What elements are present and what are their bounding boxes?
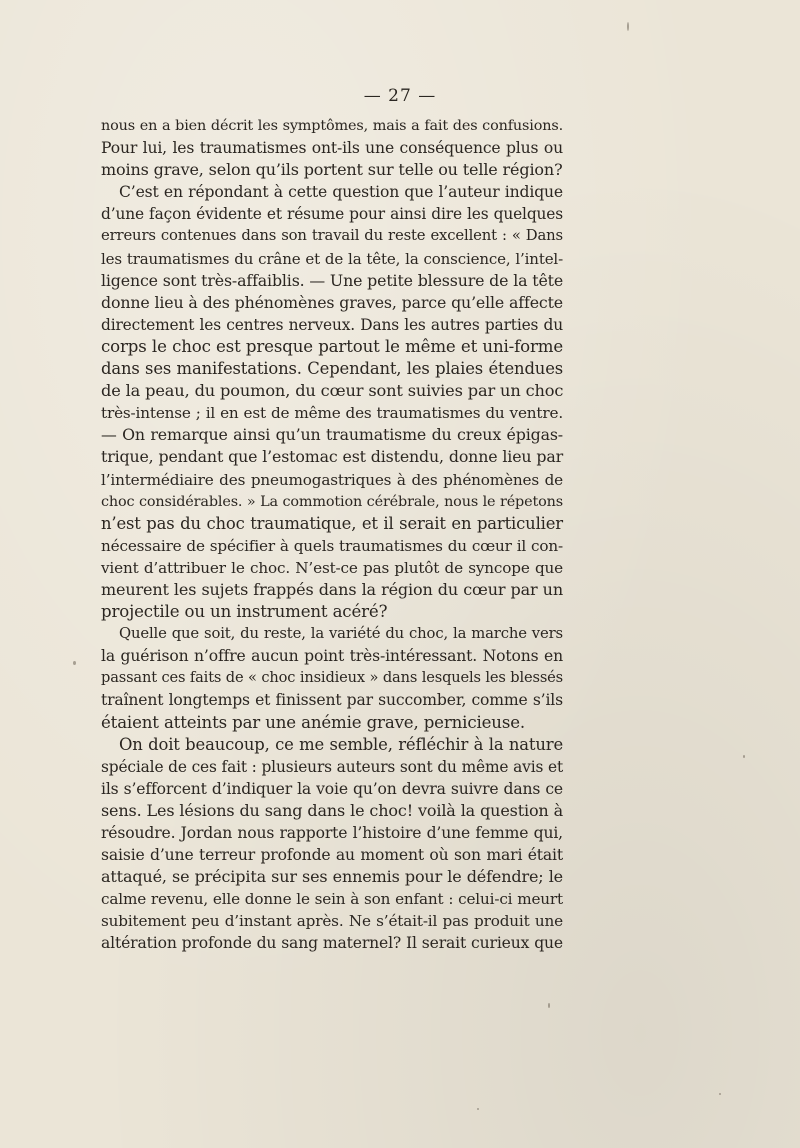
text-line: étaient atteints par une anémie grave, pernicieuse. [101,712,525,732]
paper-speck [743,755,745,758]
text-line: nous en a bien décrit les symptômes, mais a fait des confusions. [101,118,563,134]
text-line: projectile ou un instrument acéré? [101,602,388,622]
text-line: vient d’attribuer le choc. N’est-ce pas plutôt de syncope que [101,558,563,577]
text-line: moins grave, selon qu’ils portent sur telle ou telle région? [101,160,563,180]
text-line: n’est pas du choc traumatique, et il serait en particulier [101,513,563,533]
text-line: trique, pendant que l’estomac est distendu, donne lieu par [101,447,563,467]
text-line: saisie d’une terreur profonde au moment où son mari était [101,846,563,865]
text-line: On doit beaucoup, ce me semble, réfléchir à la nature [119,734,563,754]
text-line: Quelle que soit, du reste, la variété du choc, la marche vers [119,625,563,643]
text-line: passant ces faits de « choc insidieux » dans lesquels les blessés [101,669,563,687]
text-line: calme revenu, elle donne le sein à son enfant : celui-ci meurt [101,890,563,909]
page-number: — 27 — [363,86,437,106]
paper-speck [548,1003,550,1008]
text-line: meurent les sujets frappés dans la région du cœur par un [101,579,563,599]
paper-speck [627,22,629,31]
text-line: dans ses manifestations. Cependant, les plaies étendues [101,359,563,379]
body-text [101,115,563,955]
text-line: — On remarque ainsi qu’un traumatisme du creux épigas- [101,425,563,445]
text-line: attaqué, se précipita sur ses ennemis pour le défendre; le [101,867,563,887]
text-line: subitement peu d’instant après. Ne s’était-il pas produit une [101,912,563,931]
text-line: sens. Les lésions du sang dans le choc! voilà la question à [101,800,563,820]
paper-speck [477,1108,479,1110]
text-line: erreurs contenues dans son travail du reste excellent : « Dans [101,227,563,245]
text-line: donne lieu à des phénomènes graves, parce qu’elle affecte [101,292,563,312]
text-line: nécessaire de spécifier à quels traumatismes du cœur il con- [101,536,563,555]
text-line: ligence sont très-affaiblis. — Une petite blessure de la tête [101,270,564,290]
text-line: traînent longtemps et finissent par succomber, comme s’ils [101,691,563,710]
text-line: les traumatismes du crâne et de la tête, la conscience, l’intel- [101,249,563,268]
text-line: choc considérables. » La commotion cérébrale, nous le répetons [101,493,563,510]
paper-speck [73,661,76,665]
paper-speck [719,1093,721,1095]
text-line: très-intense ; il en est de même des traumatismes du ventre. [101,404,563,423]
text-line: d’une façon évidente et résume pour ainsi dire les quelques [101,205,563,224]
text-line: corps le choc est presque partout le même et uni-forme [101,336,563,356]
text-line: ils s’efforcent d’indiquer la voie qu’on devra suivre dans ce [101,779,563,798]
text-line: spéciale de ces fait : plusieurs auteurs sont du même avis et [101,757,563,776]
text-line: l’intermédiaire des pneumogastriques à des phénomènes de [101,470,563,489]
text-line: directement les centres nerveux. Dans les autres parties du [101,315,563,334]
text-line: de la peau, du poumon, du cœur sont suivies par un choc [101,381,564,401]
text-line: la guérison n’offre aucun point très-intéressant. Notons en [101,647,563,666]
text-line: résoudre. Jordan nous rapporte l’histoire d’une femme qui, [101,824,563,842]
text-line: altération profonde du sang maternel? Il serait curieux que [101,934,563,953]
text-line: Pour lui, les traumatismes ont-ils une conséquence plus ou [101,139,563,158]
text-line: C’est en répondant à cette question que l’auteur indique [119,183,563,202]
